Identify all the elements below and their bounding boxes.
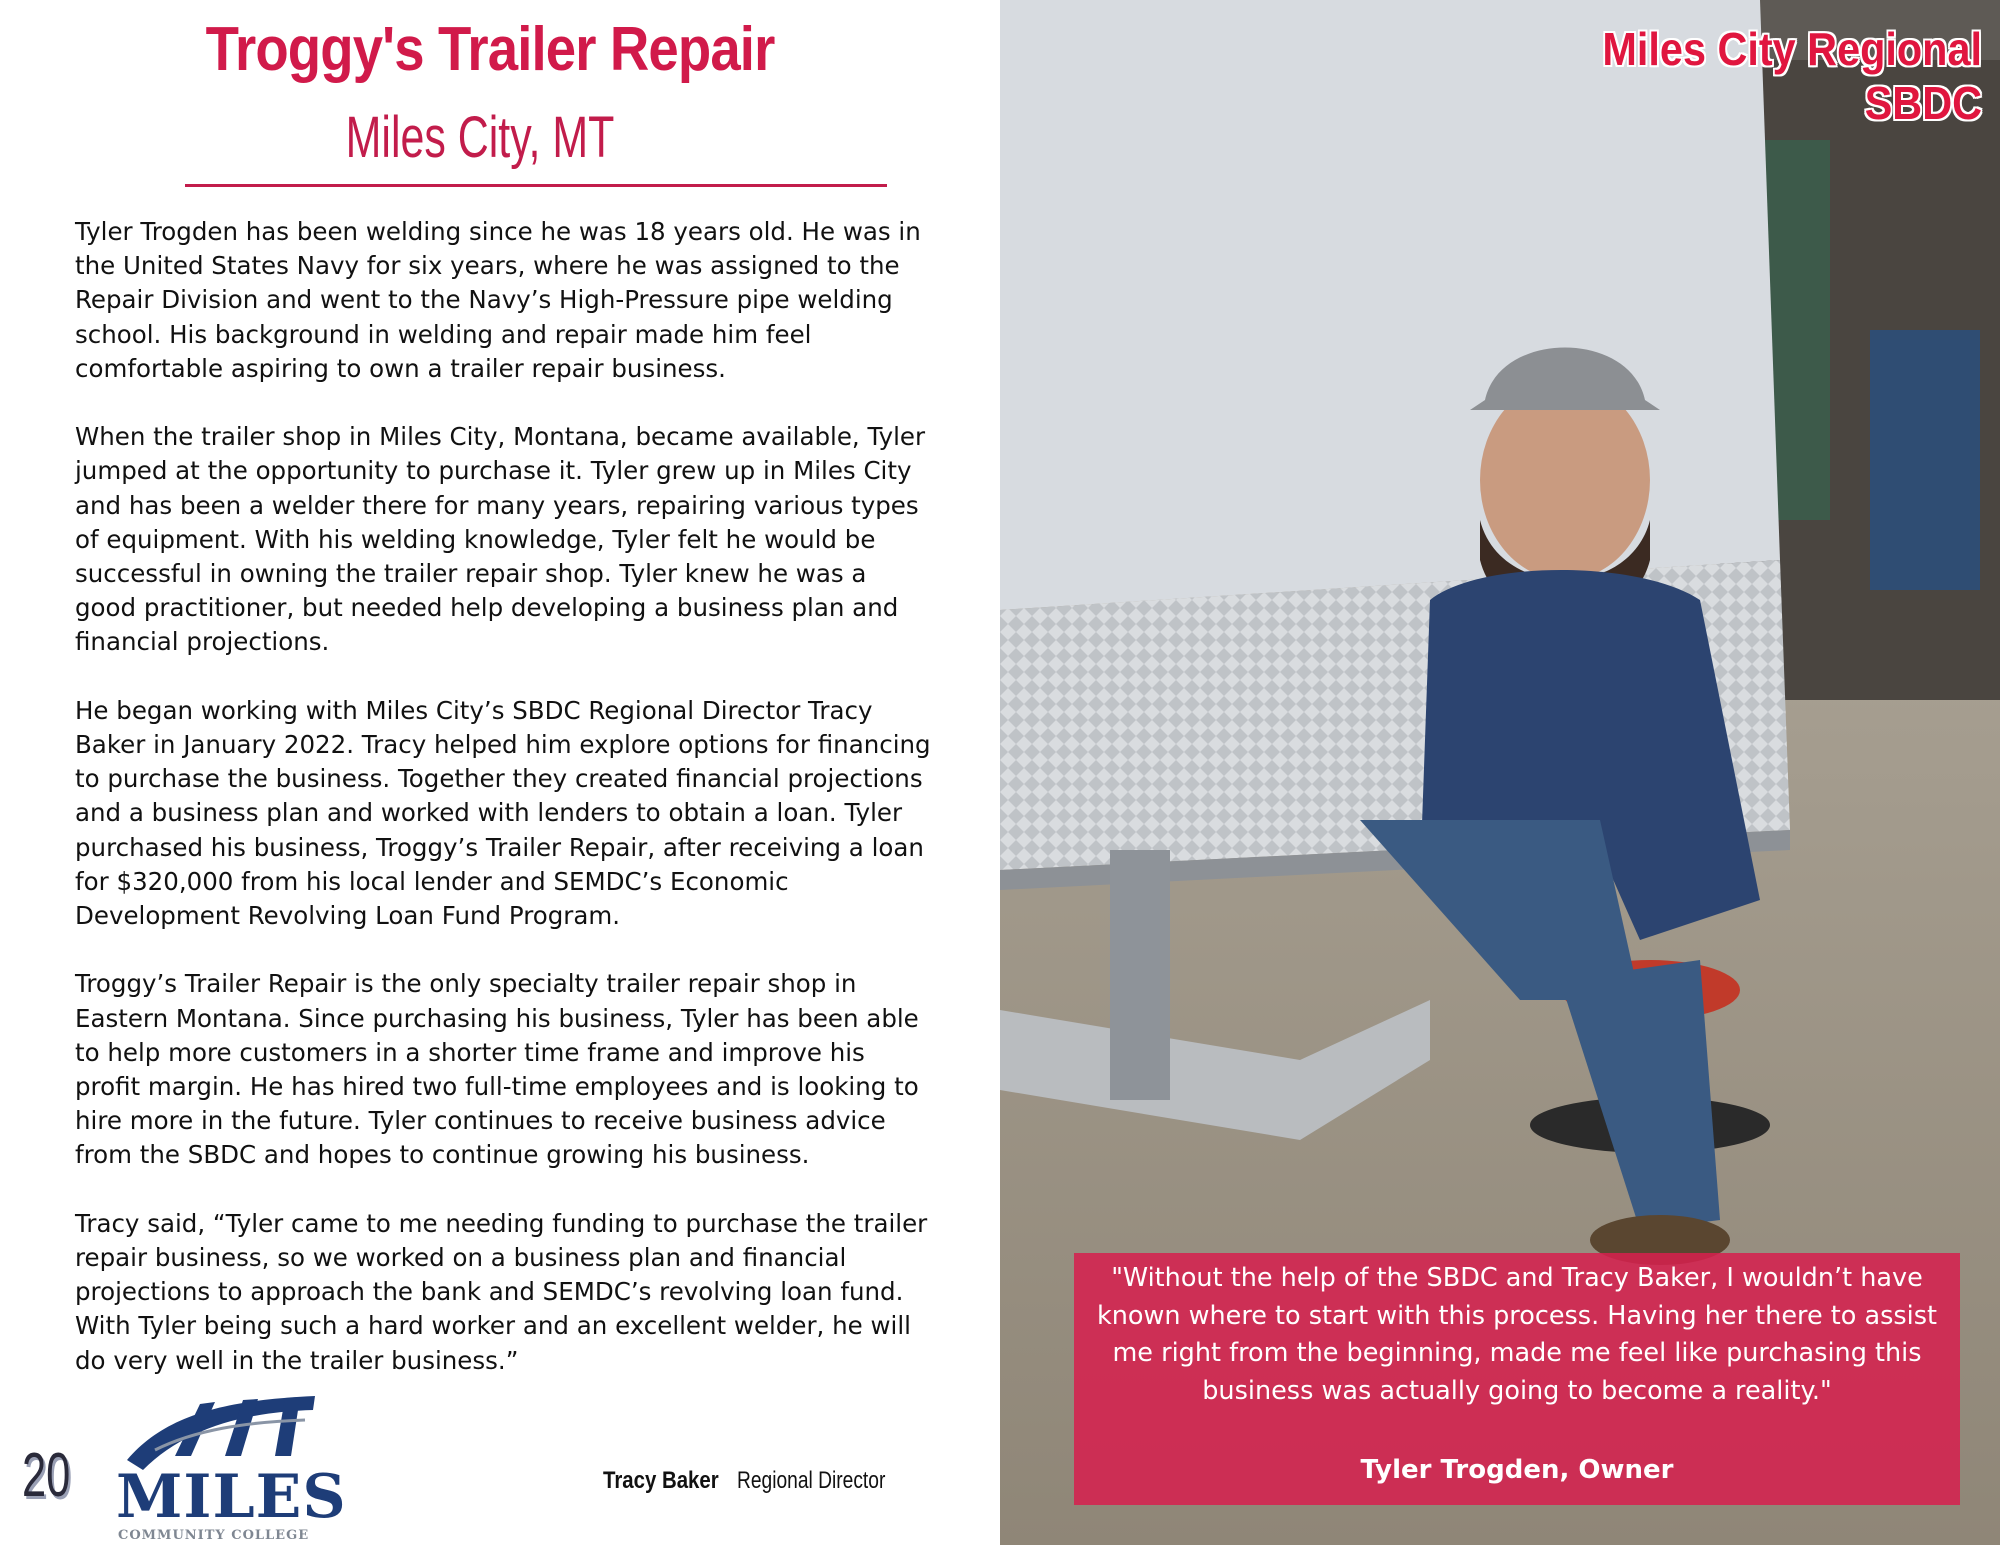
article-body xyxy=(75,215,935,1412)
director-name: Tracy Baker xyxy=(603,1467,719,1494)
paragraph: Tracy said, “Tyler came to me needing funding to purchase the trailer repair business, so we worked on a business plan and financial projections to approach the bank and SEMDC’s revolving loan fund. With Tyler being such a hard worker and an excellent welder, he will do very well in the trailer business.” xyxy=(75,1208,928,1375)
logo-subtitle: COMMUNITY COLLEGE xyxy=(118,1528,310,1543)
title-divider xyxy=(185,184,887,187)
business-title: Troggy's Trailer Repair xyxy=(205,15,775,84)
paragraph: Troggy’s Trailer Repair is the only specialty trailer repair shop in Eastern Montana. Since purchasing his business, Tyler has been able to help more customers in a shorter time frame and improve his profit margin. He has hired two full-time employees and is looking to hire more in the future. Tyler continues to receive business advice from the SBDC and hopes to continue growing his business. xyxy=(75,969,919,1170)
business-location: Miles City, MT xyxy=(345,105,615,170)
page-number: 20 xyxy=(22,1441,71,1510)
paragraph: He began working with Miles City’s SBDC Regional Director Tracy Baker in January 2022. Tracy helped him explore options for financing to purchase the business. Together they created financial projections and a business plan and worked with lenders to obtain a loan. Tyler purchased his business, Troggy’s Trailer Repair, after receiving a loan for $320,000 from his local lender and SEMDC’s Economic Development Revolving Loan Fund Program. xyxy=(75,695,931,931)
paragraph: When the trailer shop in Miles City, Montana, became available, Tyler jumped at the opportunity to purchase it. Tyler grew up in Miles City and has been a welder there for many years, repairing various types of equipment. With his welding knowledge, Tyler felt he would be successful in owning the trailer repair shop. Tyler knew he was a good practitioner, but needed help developing a business plan and financial projections. xyxy=(75,422,926,657)
director-role: Regional Director xyxy=(737,1467,886,1494)
org-name: Miles City Regional SBDC xyxy=(1602,23,1982,129)
owner-quote: "Without the help of the SBDC and Tracy Baker, I wouldn’t have known where to start with this process. Having her there to assist me right from the beginning, made me feel like purchasing this business was actually going to become a reality." xyxy=(1096,1263,1938,1406)
paragraph: Tyler Trogden has been welding since he was 18 years old. He was in the United States Navy for six years, where he was assigned to the Repair Division and went to the Navy’s High-Pressure pipe welding school. His background in welding and repair made him feel comfortable aspiring to own a trailer repair business. xyxy=(75,217,921,383)
logo-wordmark: MILES xyxy=(116,1462,347,1532)
quote-attribution: Tyler Trogden, Owner xyxy=(1360,1455,1674,1485)
